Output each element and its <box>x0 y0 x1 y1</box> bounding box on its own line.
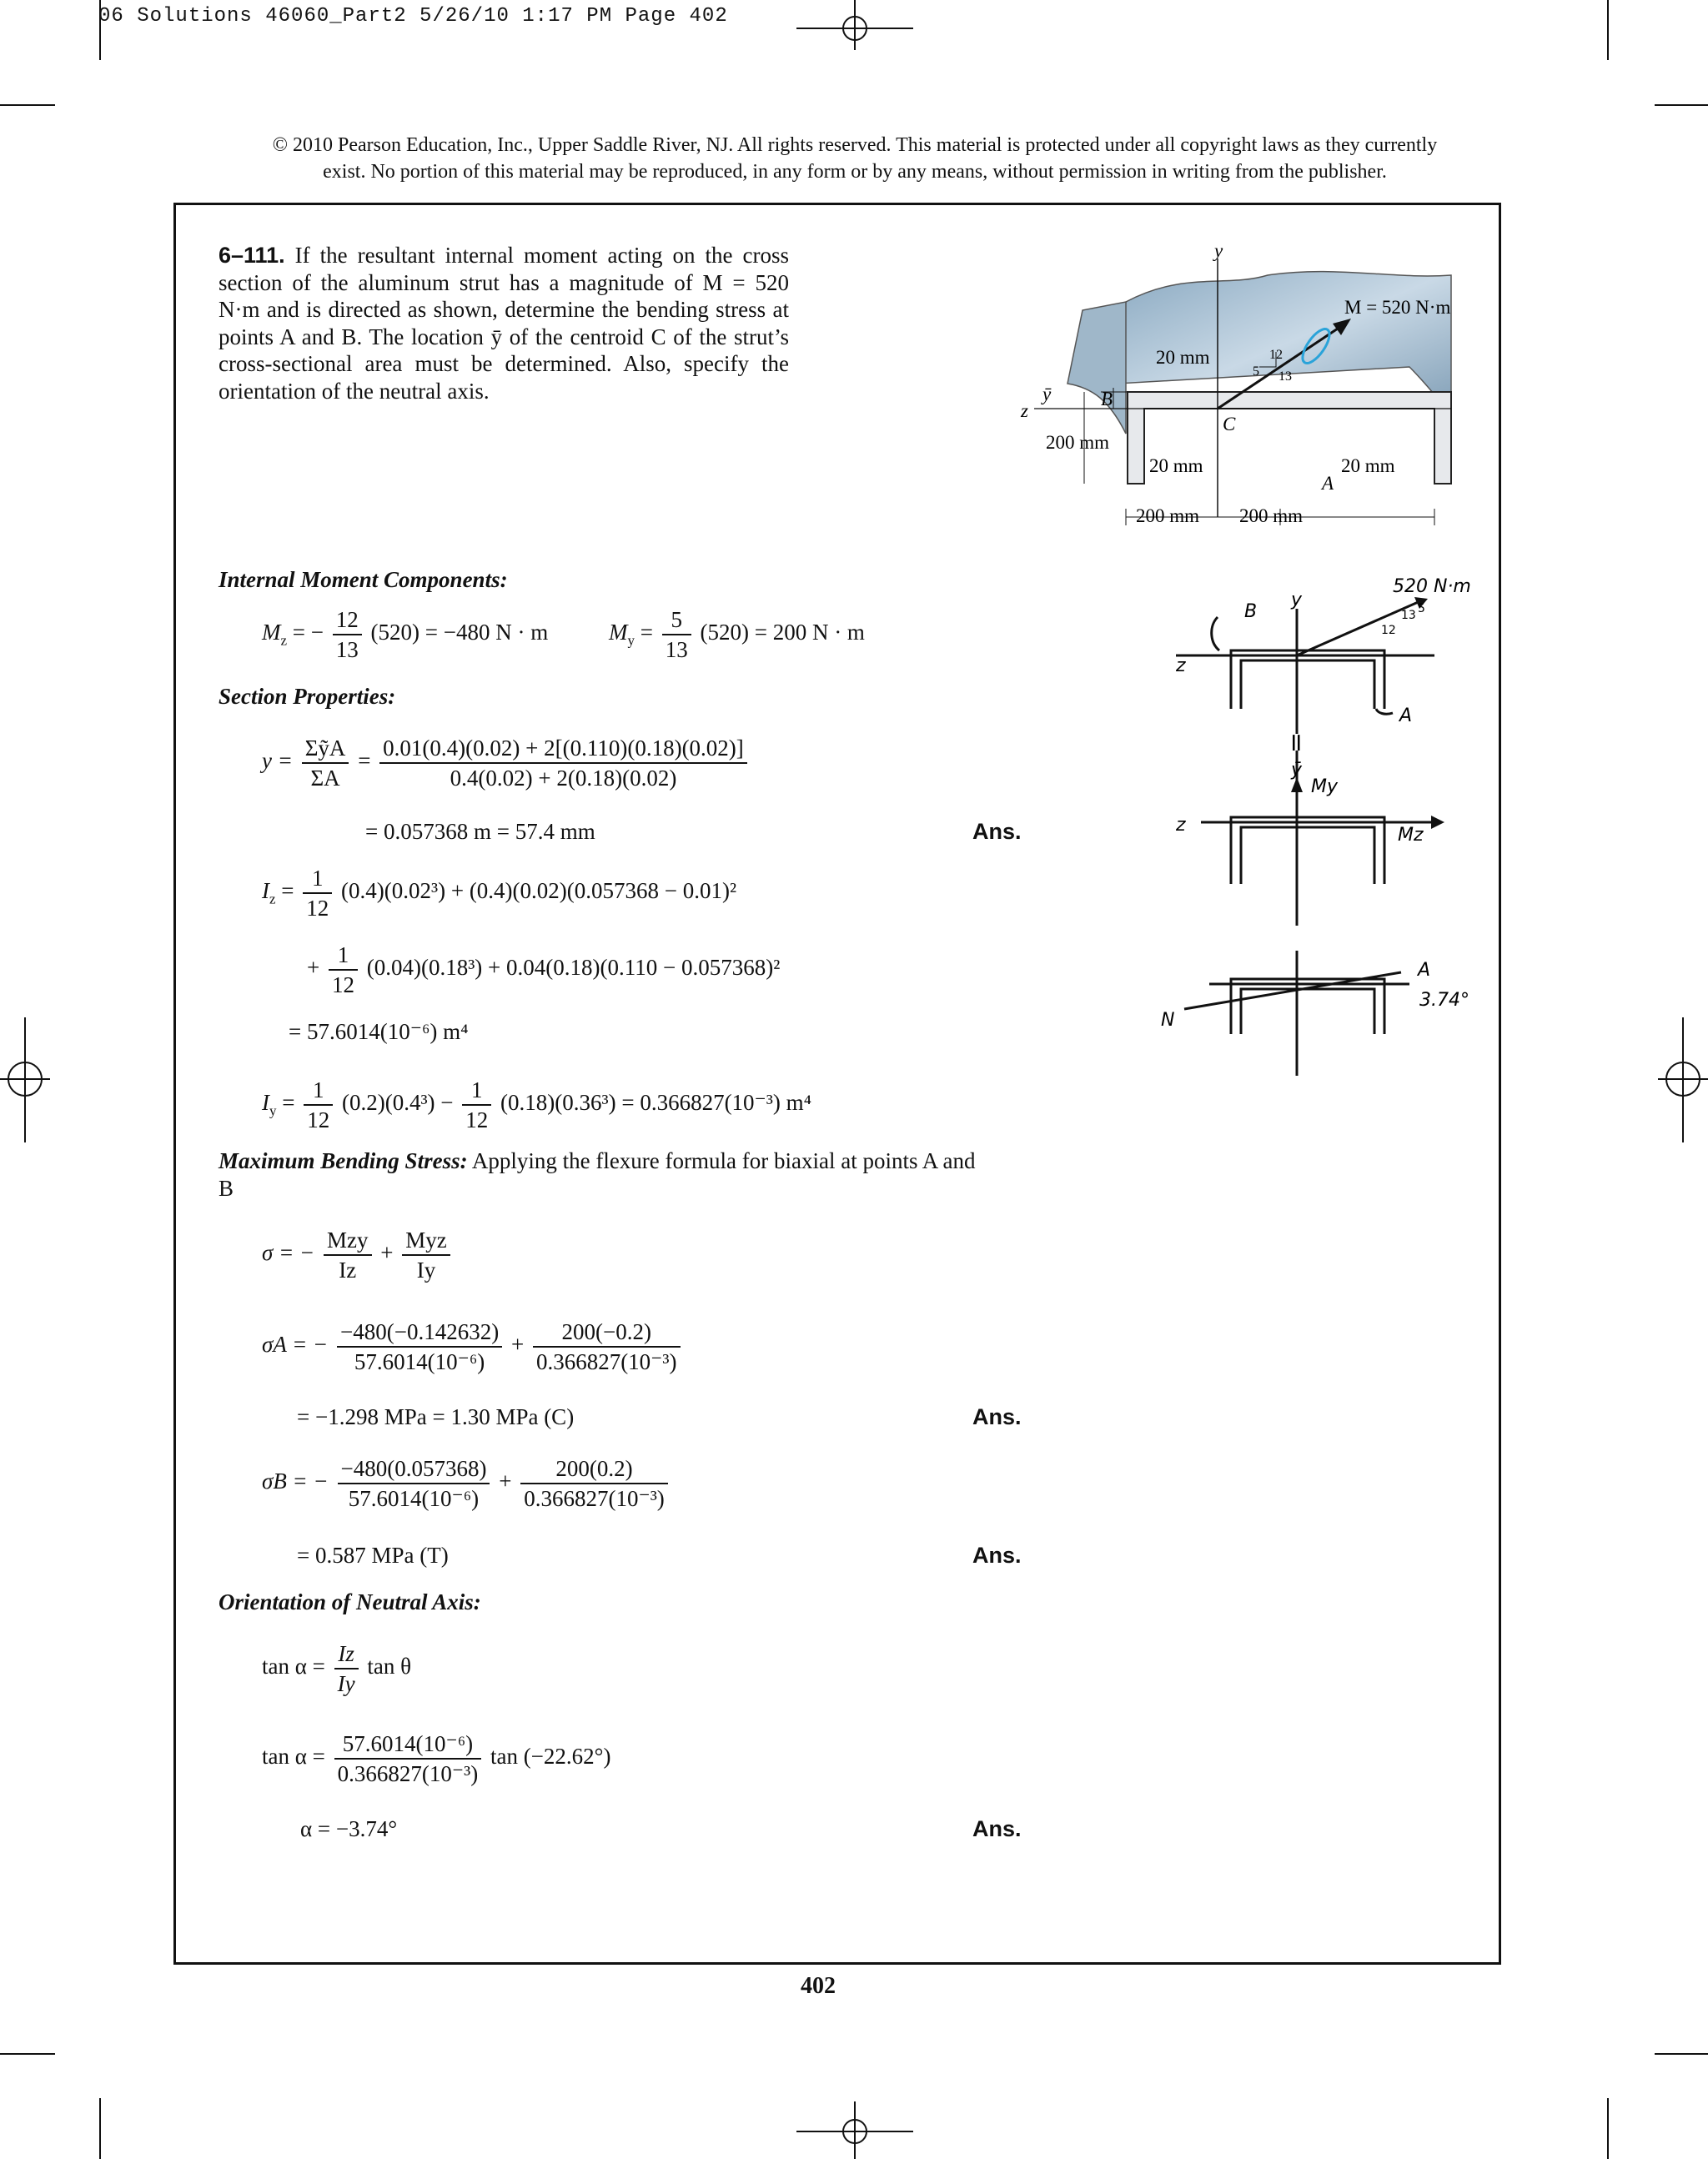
heading-section-properties: Section Properties: <box>219 684 396 709</box>
sketch-mz-label: Mz <box>1398 825 1424 846</box>
problem-statement <box>219 242 789 404</box>
eq-iz-line1: $I_z$ = $\frac{1}{12}$ (0.4)(0.02³) + (0.4)(0.02)(0.057368 − 0.01)² <box>262 866 737 921</box>
eq-iz-result: = 57.6014(10⁻⁶) m⁴ <box>289 1019 469 1044</box>
dim-left-web: 20 mm <box>1149 455 1203 476</box>
copyright-notice: © 2010 Pearson Education, Inc., Upper Saddle River, NJ. All rights reserved. This material is protected under all copyright laws as they currently exist. No portion of this material may be reproduced, in any form or by any means, without permission in writing from the publisher. <box>272 134 1438 183</box>
dim-right-web: 20 mm <box>1341 455 1395 476</box>
svg-text:y: y <box>1291 590 1303 610</box>
strut-figure <box>1017 242 1484 542</box>
heading-internal-moment: Internal Moment Components: <box>219 567 508 592</box>
problem-number: 6–111. <box>219 243 285 268</box>
sketch-my-label: My <box>1311 776 1339 797</box>
heading-max-bending-stress: Maximum Bending Stress: Applying the flexure formula for biaxial at points A and B <box>219 1148 976 1201</box>
svg-text:z: z <box>1176 815 1186 836</box>
svg-text:12: 12 <box>1381 624 1396 637</box>
eq-ybar: y = $\frac{\text{ΣỹA}}{\Sigma A}$ = $\frac{0.01(0.4)(0.02) + 2[(0.110)(0.18)(0.02)]}{0.4(0.02) + 2(0.18)(0.02)}$ <box>262 734 751 792</box>
svg-text:ȳ: ȳ <box>1291 760 1303 781</box>
eq-ybar-result: = 0.057368 m = 57.4 mm <box>365 819 595 844</box>
dim-flange-thickness: 20 mm <box>1156 347 1210 368</box>
hand-sketches <box>1151 567 1484 1084</box>
problem-text: If the resultant internal moment acting on the cross section of the aluminum strut has a magnitude of M = 520 N·m and is directed as shown, determine the bending stress at points A and B. The location ȳ of the centroid C of the strut’s cross-sectional area must be determined. Also, specify the orientation of the neutral axis. <box>219 243 790 404</box>
sketch-neutral-axis-n: N <box>1161 1010 1175 1031</box>
point-c-label: C <box>1223 414 1236 434</box>
svg-text:13: 13 <box>1278 369 1292 384</box>
eq-iy: $I_y$ = $\frac{1}{12}$ (0.2)(0.4³) − $\frac{1}{12}$ (0.18)(0.36³) = 0.366827(10⁻³) m⁴ <box>262 1077 812 1132</box>
svg-text:13: 13 <box>1401 609 1416 622</box>
sketch-point-a: A <box>1399 705 1413 726</box>
eq-iz-line2: + $\frac{1}{12}$ (0.04)(0.18³) + 0.04(0.18)(0.110 − 0.057368)² <box>307 942 781 997</box>
answer-alpha: Ans. <box>972 1816 1022 1841</box>
z-axis-label: z <box>1021 400 1028 421</box>
eq-mz: $M_z$ = − $\frac{12}{13}$ (520) = −480 N · m <box>262 607 549 662</box>
heading-orientation: Orientation of Neutral Axis: <box>219 1589 481 1614</box>
slug-line: 06 Solutions 46060_Part2 5/26/10 1:17 PM Page 402 <box>98 5 728 28</box>
eq-tan-alpha: tan α = $\frac{Iz}{Iy}$ tan θ <box>262 1641 412 1696</box>
svg-text:z: z <box>1176 655 1186 676</box>
eq-sigma-b: σB = − $\frac{-480(0.057368)}{\text{57.6014(10⁻⁶)}}$ + $\frac{200(0.2)}{\text{0.366827(10⁻³)}}$ <box>262 1454 671 1513</box>
eq-my: $M_y$ = $\frac{5}{13}$ (520) = 200 N · m <box>609 607 865 662</box>
svg-text:5: 5 <box>1253 364 1259 379</box>
eq-sigma-a-result: = −1.298 MPa = 1.30 MPa (C) <box>297 1404 575 1429</box>
point-b-label: B <box>1101 389 1113 409</box>
svg-text:5: 5 <box>1418 602 1425 615</box>
dim-width-left: 200 mm <box>1136 505 1200 526</box>
answer-ybar: Ans. <box>972 819 1022 844</box>
eq-sigma-b-result: = 0.587 MPa (T) <box>297 1543 449 1568</box>
point-a-label: A <box>1322 473 1334 494</box>
dim-width-right: 200 mm <box>1239 505 1304 526</box>
ybar-label: ȳ <box>1042 384 1052 404</box>
eq-sigma-a: σA = − $\frac{-480(-0.142632)}{\text{57.6014(10⁻⁶)}}$ + $\frac{200(-0.2)}{\text{0.366827(10⁻³)}}$ <box>262 1318 684 1376</box>
page-number: 402 <box>801 1973 836 1999</box>
sketch-point-b: B <box>1244 601 1258 622</box>
answer-sigma-b: Ans. <box>972 1543 1022 1568</box>
svg-text:12: 12 <box>1269 348 1283 362</box>
dim-height: 200 mm <box>1046 432 1110 453</box>
svg-text:=: = <box>1282 732 1311 754</box>
svg-text:A: A <box>1418 960 1431 981</box>
sketch-angle-label: 3.74° <box>1419 990 1469 1011</box>
eq-alpha-result: α = −3.74° <box>300 1816 398 1841</box>
y-axis-label: y <box>1214 242 1223 261</box>
moment-label: M = 520 N·m <box>1344 297 1451 318</box>
eq-flexure-formula: σ = − $\frac{\text{Mzy}}{Iz}$ + $\frac{\text{Myz}}{Iy}$ <box>262 1226 454 1284</box>
sketch-moment-label: 520 N·m <box>1393 576 1471 597</box>
eq-tan-alpha-values: tan α = $\frac{\text{57.6014(10⁻⁶)}}{\text{0.366827(10⁻³)}}$ tan (−22.62°) <box>262 1731 611 1786</box>
answer-sigma-a: Ans. <box>972 1404 1022 1429</box>
